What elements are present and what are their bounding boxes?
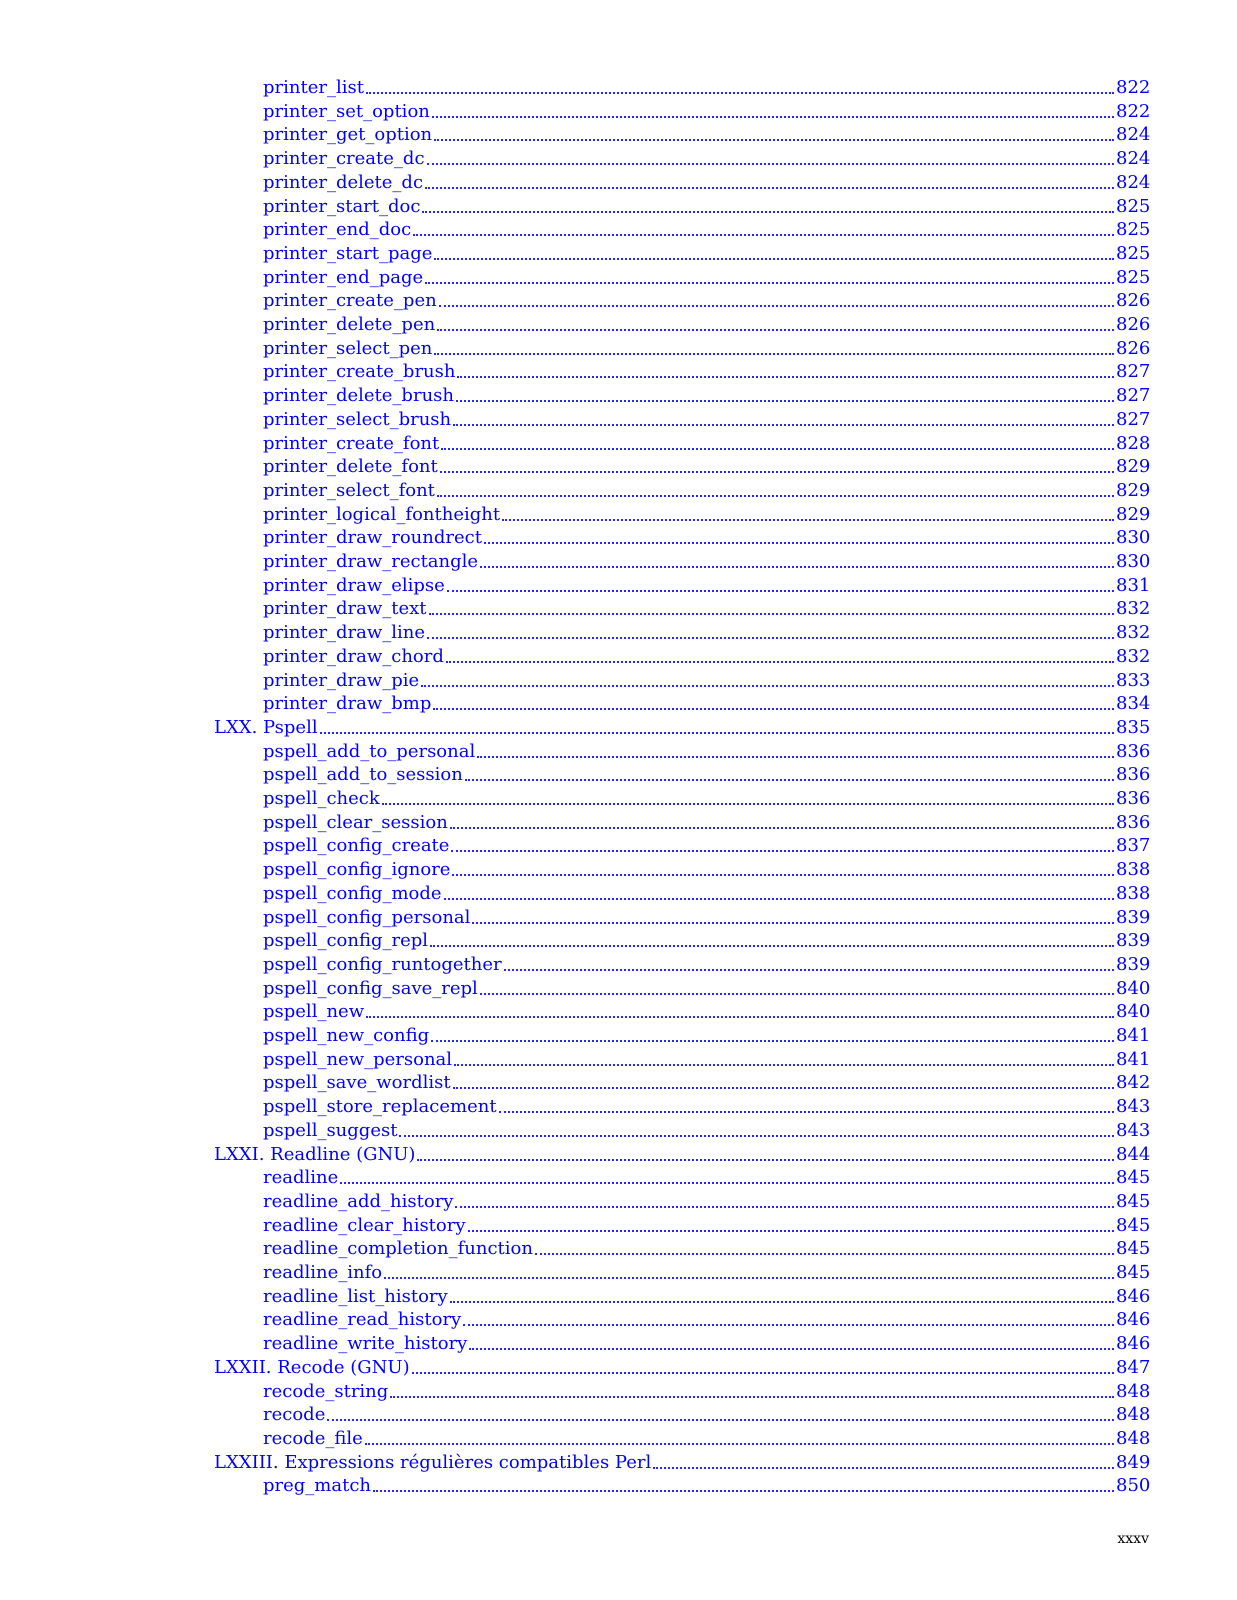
toc-entry-page: 844: [1116, 1143, 1151, 1165]
page-number: xxxv: [1117, 1531, 1149, 1547]
toc-entry-page: 834: [1116, 693, 1151, 715]
toc-entry-page: 839: [1116, 953, 1151, 975]
toc-dot-leader: [434, 258, 1114, 260]
toc-entry-page: 845: [1116, 1262, 1151, 1283]
toc-dot-leader: [422, 211, 1114, 213]
toc-function-link[interactable]: [0, 644, 1237, 668]
toc-entry-label: pspell_config_ignore: [263, 859, 451, 881]
toc-entry-label: printer_delete_dc: [263, 171, 424, 193]
toc-function-link[interactable]: [0, 75, 1237, 99]
toc-dot-leader: [484, 542, 1114, 544]
toc-function-link[interactable]: [0, 1331, 1237, 1355]
toc-function-link[interactable]: [0, 1189, 1237, 1213]
toc-entry-label: pspell_config_repl: [263, 930, 429, 952]
toc-entry-label: recode_string: [263, 1380, 389, 1402]
toc-entry-label: printer_draw_elipse: [263, 574, 445, 596]
toc-function-link[interactable]: [0, 786, 1237, 810]
toc-dot-leader: [399, 1135, 1114, 1137]
toc-entry-page: 840: [1116, 977, 1151, 999]
toc-entry-label: readline_read_history: [263, 1309, 462, 1331]
toc-entry-label: pspell_config_runtogether: [263, 953, 502, 975]
toc-function-link[interactable]: [0, 573, 1237, 597]
toc-entry-page: 830: [1116, 527, 1151, 549]
toc-entry-label: pspell_add_to_session: [263, 764, 463, 786]
toc-function-link[interactable]: [0, 549, 1237, 573]
toc-entry-label: printer_draw_roundrect: [263, 527, 482, 549]
toc-entry-page: 836: [1116, 811, 1151, 833]
toc-entry-page: 826: [1116, 314, 1151, 335]
toc-entry-label: readline_add_history: [263, 1190, 454, 1212]
toc-entry-label: pspell_config_mode: [263, 882, 442, 904]
toc-dot-leader: [413, 234, 1114, 236]
toc-dot-leader: [434, 139, 1114, 141]
toc-function-link[interactable]: [0, 1070, 1237, 1094]
toc-function-link[interactable]: [0, 1260, 1237, 1284]
toc-entry-page: 825: [1116, 195, 1151, 217]
toc-entry-page: 848: [1116, 1380, 1151, 1402]
toc-entry-page: 838: [1116, 859, 1151, 881]
toc-entry-page: 828: [1116, 432, 1151, 454]
toc-entry-page: 845: [1116, 1190, 1151, 1212]
toc-entry-label: preg_match: [263, 1475, 372, 1497]
toc-function-link[interactable]: [0, 99, 1237, 123]
toc-entry-label: printer_start_page: [263, 242, 433, 264]
toc-entry-page: 837: [1116, 835, 1151, 857]
toc-entry-label: LXXII. Recode (GNU): [214, 1356, 410, 1378]
toc-function-link[interactable]: [0, 312, 1237, 336]
toc-chapter-link[interactable]: [0, 715, 1237, 739]
toc-dot-leader: [382, 803, 1114, 805]
toc-entry-label: printer_draw_pie: [263, 669, 420, 691]
toc-entry-label: printer_end_doc: [263, 219, 412, 241]
toc-entry-page: 848: [1116, 1427, 1151, 1449]
toc-entry-label: printer_delete_font: [263, 456, 438, 478]
toc-chapter-link[interactable]: [0, 1355, 1237, 1379]
toc-entry-page: 845: [1116, 1167, 1151, 1189]
toc-dot-leader: [653, 1467, 1114, 1469]
toc-entry-page: 822: [1116, 100, 1151, 122]
toc-entry-page: 836: [1116, 764, 1151, 786]
toc-dot-leader: [384, 1277, 1114, 1279]
toc-dot-leader: [366, 92, 1114, 94]
toc-function-link[interactable]: [0, 146, 1237, 170]
toc-function-link[interactable]: [0, 502, 1237, 526]
toc-entry-page: 824: [1116, 124, 1151, 146]
toc-function-link[interactable]: [0, 1426, 1237, 1450]
toc-dot-leader: [446, 661, 1114, 663]
toc-function-link[interactable]: [0, 1379, 1237, 1403]
toc-entry-label: pspell_config_create: [263, 835, 450, 857]
toc-entry-label: pspell_store_replacement: [263, 1096, 497, 1118]
toc-function-link[interactable]: [0, 288, 1237, 312]
toc-function-link[interactable]: [0, 525, 1237, 549]
toc-entry-label: printer_create_dc: [263, 148, 425, 170]
toc-function-link[interactable]: [0, 1236, 1237, 1260]
toc-entry-page: 850: [1116, 1475, 1151, 1497]
toc-entry-page: 831: [1116, 574, 1151, 596]
toc-function-link[interactable]: [0, 478, 1237, 502]
toc-entry-label: readline_list_history: [263, 1285, 448, 1307]
toc-function-link[interactable]: [0, 833, 1237, 857]
toc-function-link[interactable]: [0, 1402, 1237, 1426]
toc-dot-leader: [365, 1443, 1114, 1445]
toc-entry-page: 832: [1116, 598, 1151, 620]
toc-dot-leader: [437, 495, 1114, 497]
toc-dot-leader: [444, 898, 1114, 900]
toc-entry-page: 843: [1116, 1096, 1151, 1118]
toc-dot-leader: [453, 424, 1114, 426]
toc-function-link[interactable]: [0, 454, 1237, 478]
toc-dot-leader: [453, 1087, 1114, 1089]
toc-entry-label: printer_create_font: [263, 432, 440, 454]
toc-entry-label: printer_end_page: [263, 266, 424, 288]
toc-entry-page: 836: [1116, 740, 1151, 762]
toc-function-link[interactable]: [0, 431, 1237, 455]
toc-entry-page: 842: [1116, 1072, 1151, 1094]
toc-entry-label: printer_delete_brush: [263, 385, 454, 407]
toc-entry-label: pspell_suggest: [263, 1119, 398, 1141]
toc-dot-leader: [502, 519, 1114, 521]
toc-function-link[interactable]: [0, 762, 1237, 786]
toc-chapter-link[interactable]: [0, 1450, 1237, 1474]
toc-dot-leader: [454, 1064, 1114, 1066]
toc-function-link[interactable]: [0, 620, 1237, 644]
toc-entry-page: 830: [1116, 551, 1151, 572]
toc-dot-leader: [441, 448, 1114, 450]
toc-entry-page: 829: [1116, 503, 1151, 525]
toc-entry-label: pspell_config_save_repl: [263, 977, 478, 999]
toc-entry-label: printer_draw_bmp: [263, 693, 432, 715]
toc-dot-leader: [535, 1253, 1114, 1255]
toc-entry-label: printer_draw_chord: [263, 645, 444, 667]
toc-entry-label: LXX. Pspell: [214, 716, 318, 738]
toc-dot-leader: [480, 993, 1114, 995]
toc-entry-label: readline_info: [263, 1262, 383, 1283]
toc-entry-page: 825: [1116, 266, 1151, 288]
toc-dot-leader: [450, 1301, 1114, 1303]
toc-function-link[interactable]: [0, 122, 1237, 146]
toc-entry-label: pspell_new: [263, 1001, 365, 1023]
toc-dot-leader: [433, 708, 1114, 710]
toc-dot-leader: [455, 1206, 1114, 1208]
toc-dot-leader: [340, 1182, 1114, 1184]
toc-dot-leader: [417, 1159, 1114, 1161]
toc-entry-page: 827: [1116, 408, 1151, 430]
toc-function-link[interactable]: [0, 952, 1237, 976]
toc-dot-leader: [427, 163, 1114, 165]
toc-entry-label: printer_draw_rectangle: [263, 551, 479, 572]
toc-dot-leader: [366, 1016, 1114, 1018]
toc-entry-label: pspell_new_personal: [263, 1048, 453, 1070]
toc-function-link[interactable]: [0, 999, 1237, 1023]
toc-entry-label: pspell_add_to_personal: [263, 740, 476, 762]
toc-entry-label: pspell_new_config: [263, 1025, 430, 1046]
toc-entry-page: 822: [1116, 77, 1151, 98]
toc-dot-leader: [452, 874, 1114, 876]
toc-dot-leader: [499, 1111, 1114, 1113]
toc-entry-page: 839: [1116, 930, 1151, 952]
toc-entry-page: 836: [1116, 788, 1151, 809]
toc-function-link[interactable]: [0, 881, 1237, 905]
toc-dot-leader: [430, 945, 1114, 947]
toc-function-link[interactable]: [0, 691, 1237, 715]
toc-entry-label: pspell_check: [263, 788, 380, 809]
toc-dot-leader: [457, 376, 1114, 378]
toc-function-link[interactable]: [0, 1473, 1237, 1497]
toc-function-link[interactable]: [0, 1023, 1237, 1047]
toc-entry-page: 846: [1116, 1333, 1151, 1355]
toc-entry-label: printer_get_option: [263, 124, 433, 146]
toc-entry-label: printer_set_option: [263, 100, 430, 122]
toc-entry-label: printer_logical_fontheight: [263, 503, 501, 525]
toc-entry-page: 843: [1116, 1119, 1151, 1141]
toc-dot-leader: [463, 1324, 1114, 1326]
toc-dot-leader: [447, 590, 1114, 592]
toc-entry-page: 841: [1116, 1025, 1151, 1046]
toc-dot-leader: [421, 685, 1114, 687]
toc-entry-page: 838: [1116, 882, 1151, 904]
toc-dot-leader: [320, 732, 1114, 734]
toc-dot-leader: [431, 1040, 1114, 1042]
toc-entry-label: readline_completion_function: [263, 1238, 533, 1260]
toc-dot-leader: [477, 756, 1114, 758]
toc-function-link[interactable]: [0, 1165, 1237, 1189]
toc-function-link[interactable]: [0, 194, 1237, 218]
toc-dot-leader: [390, 1396, 1114, 1398]
toc-dot-leader: [412, 1372, 1114, 1374]
toc-entry-label: printer_delete_pen: [263, 314, 436, 335]
toc-function-link[interactable]: [0, 265, 1237, 289]
toc-dot-leader: [432, 116, 1114, 118]
toc-entry-page: 847: [1116, 1356, 1151, 1378]
toc-chapter-link[interactable]: [0, 1142, 1237, 1166]
toc-function-link[interactable]: [0, 596, 1237, 620]
toc-entry-label: pspell_save_wordlist: [263, 1072, 451, 1094]
toc-function-link[interactable]: [0, 1047, 1237, 1071]
toc-function-link[interactable]: [0, 976, 1237, 1000]
toc-entry-page: 846: [1116, 1309, 1151, 1331]
toc-entry-page: 827: [1116, 385, 1151, 407]
toc-function-link[interactable]: [0, 1284, 1237, 1308]
toc-entry-page: 826: [1116, 337, 1151, 359]
toc-function-link[interactable]: [0, 1307, 1237, 1331]
toc-entry-page: 826: [1116, 290, 1151, 312]
toc-entry-label: printer_create_pen: [263, 290, 437, 312]
toc-function-link[interactable]: [0, 241, 1237, 265]
toc-function-link[interactable]: [0, 905, 1237, 929]
toc-entry-page: 848: [1116, 1404, 1151, 1426]
toc-function-link[interactable]: [0, 928, 1237, 952]
toc-entry-label: LXXIII. Expressions régulières compatibles Perl: [214, 1451, 652, 1473]
toc-entry-page: 841: [1116, 1048, 1151, 1070]
toc-entry-label: printer_draw_text: [263, 598, 427, 620]
toc-entry-label: recode_file: [263, 1427, 363, 1449]
toc-entry-label: readline_write_history: [263, 1333, 468, 1355]
toc-entry-label: pspell_clear_session: [263, 811, 448, 833]
toc-entry-page: 845: [1116, 1238, 1151, 1260]
toc-entry-label: LXXI. Readline (GNU): [214, 1143, 416, 1165]
toc-dot-leader: [373, 1490, 1114, 1492]
toc-dot-leader: [480, 566, 1114, 568]
toc-function-link[interactable]: [0, 1094, 1237, 1118]
toc-dot-leader: [434, 353, 1114, 355]
toc-entry-page: 825: [1116, 219, 1151, 241]
toc-entry-label: printer_start_doc: [263, 195, 421, 217]
toc-entry-page: 845: [1116, 1214, 1151, 1236]
toc-entry-page: 832: [1116, 622, 1151, 644]
toc-function-link[interactable]: [0, 170, 1237, 194]
toc-function-link[interactable]: [0, 359, 1237, 383]
toc-entry-label: readline_clear_history: [263, 1214, 466, 1236]
toc-entry-page: 846: [1116, 1285, 1151, 1307]
toc-dot-leader: [469, 1348, 1114, 1350]
toc-dot-leader: [425, 187, 1114, 189]
toc-entry-label: printer_select_pen: [263, 337, 433, 359]
toc-dot-leader: [451, 850, 1114, 852]
toc-entry-label: printer_select_brush: [263, 408, 452, 430]
toc-dot-leader: [450, 827, 1114, 829]
toc-dot-leader: [429, 613, 1114, 615]
toc-entry-page: 829: [1116, 479, 1151, 501]
toc-function-link[interactable]: [0, 739, 1237, 763]
toc-entry-label: recode: [263, 1404, 326, 1426]
toc-function-link[interactable]: [0, 407, 1237, 431]
toc-dot-leader: [456, 400, 1114, 402]
toc-entry-page: 832: [1116, 645, 1151, 667]
toc-entry-page: 840: [1116, 1001, 1151, 1023]
toc-function-link[interactable]: [0, 217, 1237, 241]
toc-entry-page: 824: [1116, 148, 1151, 170]
toc-entry-page: 825: [1116, 242, 1151, 264]
toc-dot-leader: [440, 471, 1114, 473]
toc-dot-leader: [468, 1230, 1114, 1232]
toc-function-link[interactable]: [0, 336, 1237, 360]
toc-dot-leader: [437, 329, 1114, 331]
toc-entry-page: 827: [1116, 361, 1151, 383]
toc-dot-leader: [504, 969, 1114, 971]
toc-function-link[interactable]: [0, 1118, 1237, 1142]
toc-dot-leader: [425, 282, 1114, 284]
toc-entry-label: printer_draw_line: [263, 622, 425, 644]
toc-function-link[interactable]: [0, 1213, 1237, 1237]
toc-entry-label: printer_create_brush: [263, 361, 456, 383]
toc-entry-label: readline: [263, 1167, 339, 1189]
toc-dot-leader: [465, 779, 1114, 781]
toc-function-link[interactable]: [0, 810, 1237, 834]
toc-entry-page: 839: [1116, 906, 1151, 928]
toc-dot-leader: [427, 637, 1114, 639]
toc-dot-leader: [439, 305, 1114, 307]
toc-entry-label: printer_select_font: [263, 479, 435, 501]
toc-entry-label: pspell_config_personal: [263, 906, 471, 928]
toc-entry-page: 824: [1116, 171, 1151, 193]
toc-entry-page: 849: [1116, 1451, 1151, 1473]
toc-dot-leader: [327, 1419, 1114, 1421]
toc-function-link[interactable]: [0, 383, 1237, 407]
toc-entry-page: 829: [1116, 456, 1151, 478]
toc-entry-label: printer_list: [263, 77, 364, 98]
toc-entry-page: 833: [1116, 669, 1151, 691]
toc-dot-leader: [472, 922, 1114, 924]
toc-entry-page: 835: [1116, 716, 1151, 738]
toc-function-link[interactable]: [0, 857, 1237, 881]
toc-function-link[interactable]: [0, 668, 1237, 692]
